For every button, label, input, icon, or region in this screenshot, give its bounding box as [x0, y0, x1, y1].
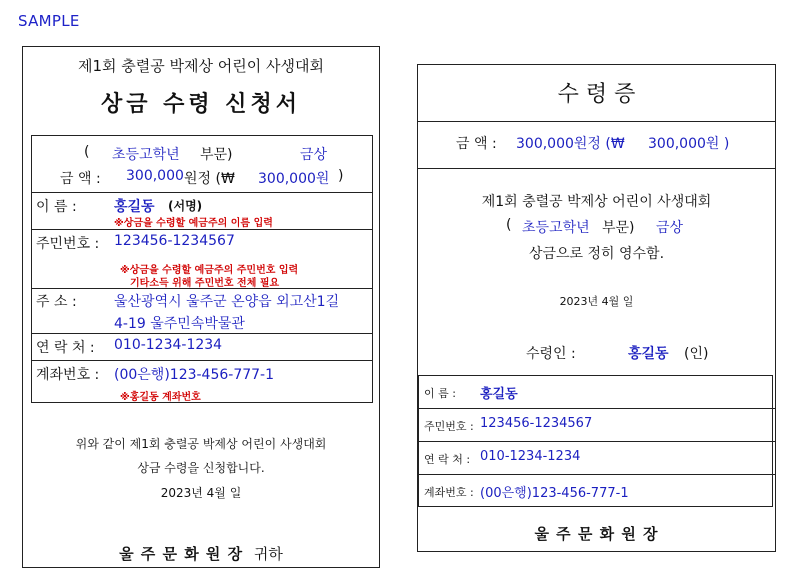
divider [418, 408, 775, 409]
address-line-1: 울산광역시 울주군 온양읍 외고산1길 [114, 294, 340, 310]
receipt-form: 수 령 증 금 액 : 300,000원정 (₩ 300,000원 ) 제1회 충렬공 박제상 어린이 사생대회 ( 초등고학년 부문) 금상 상금으로 정히 영수함. 2023년 4월 일 수령인 : 홍길동 (인) 이 름 : 홍길동 주민번호 : 123456-1234567 연 락 처 : 010-1234-1234 계좌번호 : (00은행)123-456-777-1 울 주 문 화 원 장 [417, 64, 776, 552]
divider [32, 229, 372, 230]
receiver-label: 수령인 : [526, 346, 576, 362]
award-name: 금상 [300, 147, 328, 163]
divider [32, 288, 372, 289]
receiver-account-label: 계좌번호 : [424, 486, 474, 499]
amount-value-2: 300,000원 [258, 171, 330, 187]
name-value: 홍길동 [114, 199, 155, 215]
receiver-name: 홍길동 [628, 346, 669, 362]
divider [32, 192, 372, 193]
applicant-info-box: ( 초등고학년 부문) 금상 금 액 : 300,000 원정 (₩ 300,000원 ) 이 름 : 홍길동 (서명) ※상금을 수령할 예금주의 이름 입력 주민번호 : 123456-1234567 ※상금을 수령할 예금주의 주민번호 입력 기타소득 위해 주민번호 전체 필요 주 소 : 울산광역시 울주군 온양읍 외고산1길 4-19 울주민속박물관 연 락 처 : 010-1234-1234 계좌번호 : (00은행)123-456-777-1 ※홍길동 계좌번호 [31, 135, 373, 403]
phone-value: 010-1234-1234 [114, 337, 223, 353]
divider [32, 360, 372, 361]
account-note: ※홍길동 계좌번호 [120, 392, 201, 403]
receipt-text: 상금으로 정히 영수함. [528, 246, 665, 262]
receiver-name-value: 홍길동 [480, 387, 518, 402]
statement-line-2: 상금 수령을 신청합니다. [137, 461, 265, 475]
form-title: 상금 수령 신청서 [100, 92, 302, 117]
divider [418, 168, 775, 169]
address-line-2: 4-19 울주민속박물관 [114, 316, 245, 332]
address-label: 주 소 : [36, 294, 77, 310]
receiver-phone-value: 010-1234-1234 [480, 449, 581, 464]
receipt-amount: 300,000원정 (₩ [516, 136, 625, 152]
issuer: 울 주 문 화 원 장 [534, 525, 659, 543]
addressee-suffix: 귀하 [253, 545, 283, 563]
divider [418, 441, 775, 442]
receipt-date: 2023년 4월 일 [559, 295, 634, 308]
divider [418, 121, 775, 122]
addressee-line [23, 543, 379, 564]
division-name: 초등고학년 [112, 147, 180, 163]
application-form [22, 46, 380, 568]
id-label: 주민번호 : [36, 236, 100, 252]
name-sign: (서명) [168, 199, 203, 213]
id-note-1: ※상금을 수령할 예금주의 주민번호 입력 [120, 265, 299, 276]
event-title: 제1회 충렬공 박제상 어린이 사생대회 [78, 57, 324, 75]
receiver-id-label: 주민번호 : [424, 420, 474, 433]
receiver-phone-label: 연 락 처 : [424, 453, 471, 466]
receiver-info-box [418, 375, 775, 509]
id-value: 123456-1234567 [114, 233, 235, 249]
receiver-account-value: (00은행)123-456-777-1 [480, 486, 629, 501]
receipt-event: 제1회 충렬공 박제상 어린이 사생대회 [481, 194, 712, 210]
amount-value: 300,000 [126, 168, 184, 184]
account-value: (00은행)123-456-777-1 [114, 367, 275, 383]
divider [32, 333, 372, 334]
receiver-name-label: 이 름 : [424, 387, 456, 400]
receipt-amount-2: 300,000원 ) [648, 136, 730, 152]
id-note-2: 기타소득 위해 주민번호 전체 필요 [130, 278, 280, 289]
receipt-division-name: 초등고학년 [522, 220, 590, 236]
phone-label: 연 락 처 : [36, 340, 95, 356]
application-date: 2023년 4월 일 [160, 486, 242, 500]
receiver-seal: (인) [684, 346, 709, 362]
account-label: 계좌번호 : [36, 367, 100, 383]
receipt-title: 수 령 증 [557, 82, 636, 107]
divider [418, 474, 775, 475]
receipt-award: 금상 [656, 220, 684, 236]
addressee: 울 주 문 화 원 장 [119, 545, 244, 563]
statement-line-1: 위와 같이 제1회 충렬공 박제상 어린이 사생대회 [75, 437, 327, 451]
receiver-id-value: 123456-1234567 [480, 416, 593, 431]
name-note: ※상금을 수령할 예금주의 이름 입력 [114, 218, 273, 229]
sample-label: SAMPLE [18, 12, 80, 30]
name-label: 이 름 : [36, 199, 77, 215]
